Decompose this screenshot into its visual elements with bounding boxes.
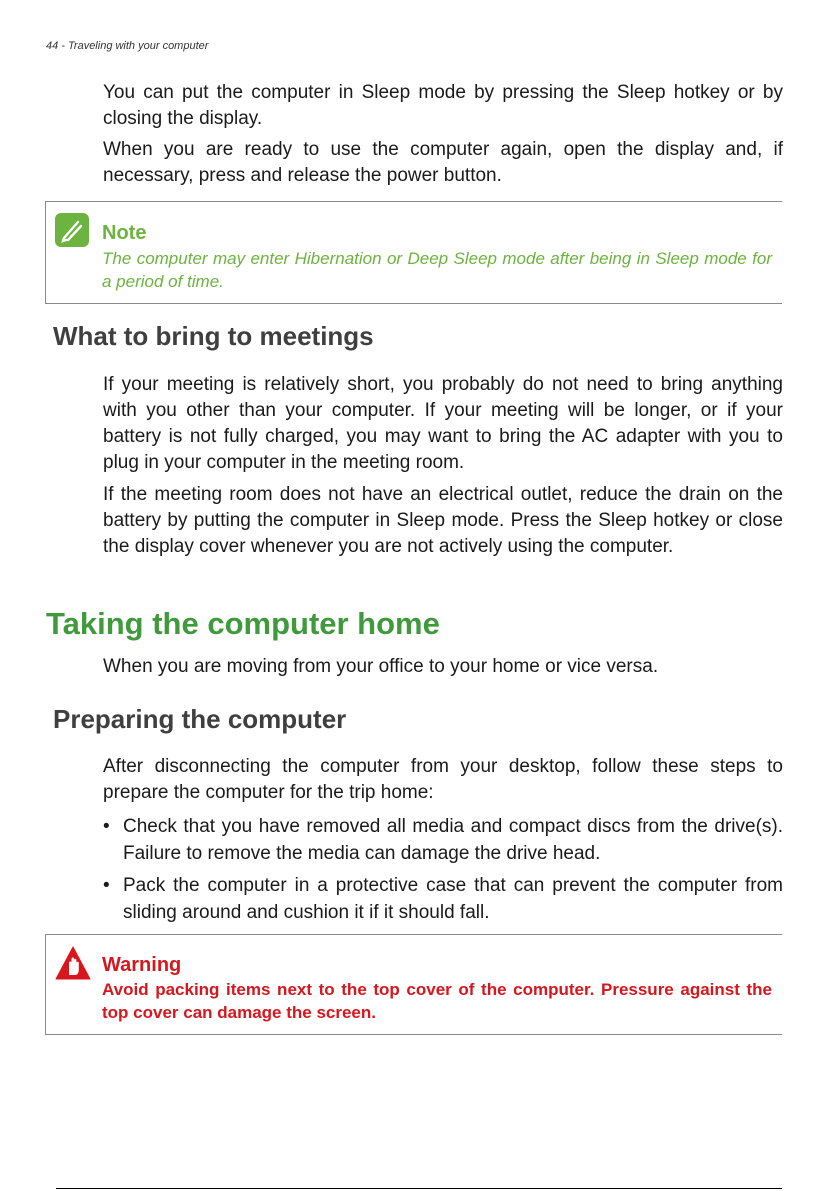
warning-callout xyxy=(45,934,782,1035)
bullet-text: Pack the computer in a protective case that can prevent the computer from sliding around and cushion it if it should fall. xyxy=(123,875,783,923)
preparing-paragraph: After disconnecting the computer from your desktop, follow these steps to prepare the computer for the trip home: xyxy=(103,756,783,803)
list-item xyxy=(103,872,783,926)
heading-meetings: What to bring to meetings xyxy=(53,321,374,351)
home-paragraph: When you are moving from your office to your home or vice versa. xyxy=(103,656,659,677)
intro-paragraph-wake: When you are ready to use the computer again, open the display and, if necessary, press and release the power button. xyxy=(103,139,783,186)
preparing-bullet-list xyxy=(103,813,783,931)
heading-taking-home: Taking the computer home xyxy=(46,606,440,641)
note-callout xyxy=(45,201,782,304)
bullet-text: Check that you have removed all media and compact discs from the drive(s). Failure to remove the media can damage the drive head. xyxy=(123,816,783,864)
bullet-marker: • xyxy=(103,875,110,896)
intro-paragraph-sleep: You can put the computer in Sleep mode by pressing the Sleep hotkey or by closing the display. xyxy=(103,82,783,129)
pencil-icon xyxy=(55,213,89,247)
heading-preparing: Preparing the computer xyxy=(53,704,347,734)
footer-divider xyxy=(56,1188,782,1189)
meetings-paragraph-2: If the meeting room does not have an electrical outlet, reduce the drain on the battery by putting the computer in Sleep mode. Press the Sleep hotkey or close the display cover whenever you are not actively using the computer. xyxy=(103,484,783,557)
list-item xyxy=(103,813,783,867)
note-body: The computer may enter Hibernation or Deep Sleep mode after being in Sleep mode for a period of time. xyxy=(102,249,772,291)
warning-body: Avoid packing items next to the top cover of the computer. Pressure against the top cover can damage the screen. xyxy=(102,980,772,1022)
meetings-paragraph-1: If your meeting is relatively short, you probably do not need to bring anything with you other than your computer. If your meeting will be longer, or if your battery is not fully charged, you may want to bring the AC adapter with you to plug in your computer in the meeting room. xyxy=(103,374,783,473)
running-header: 44 - Traveling with your computer xyxy=(46,40,209,52)
warning-title: Warning xyxy=(102,954,182,976)
note-title: Note xyxy=(102,222,147,244)
bullet-marker: • xyxy=(103,816,110,837)
hand-warning-icon xyxy=(55,946,89,980)
